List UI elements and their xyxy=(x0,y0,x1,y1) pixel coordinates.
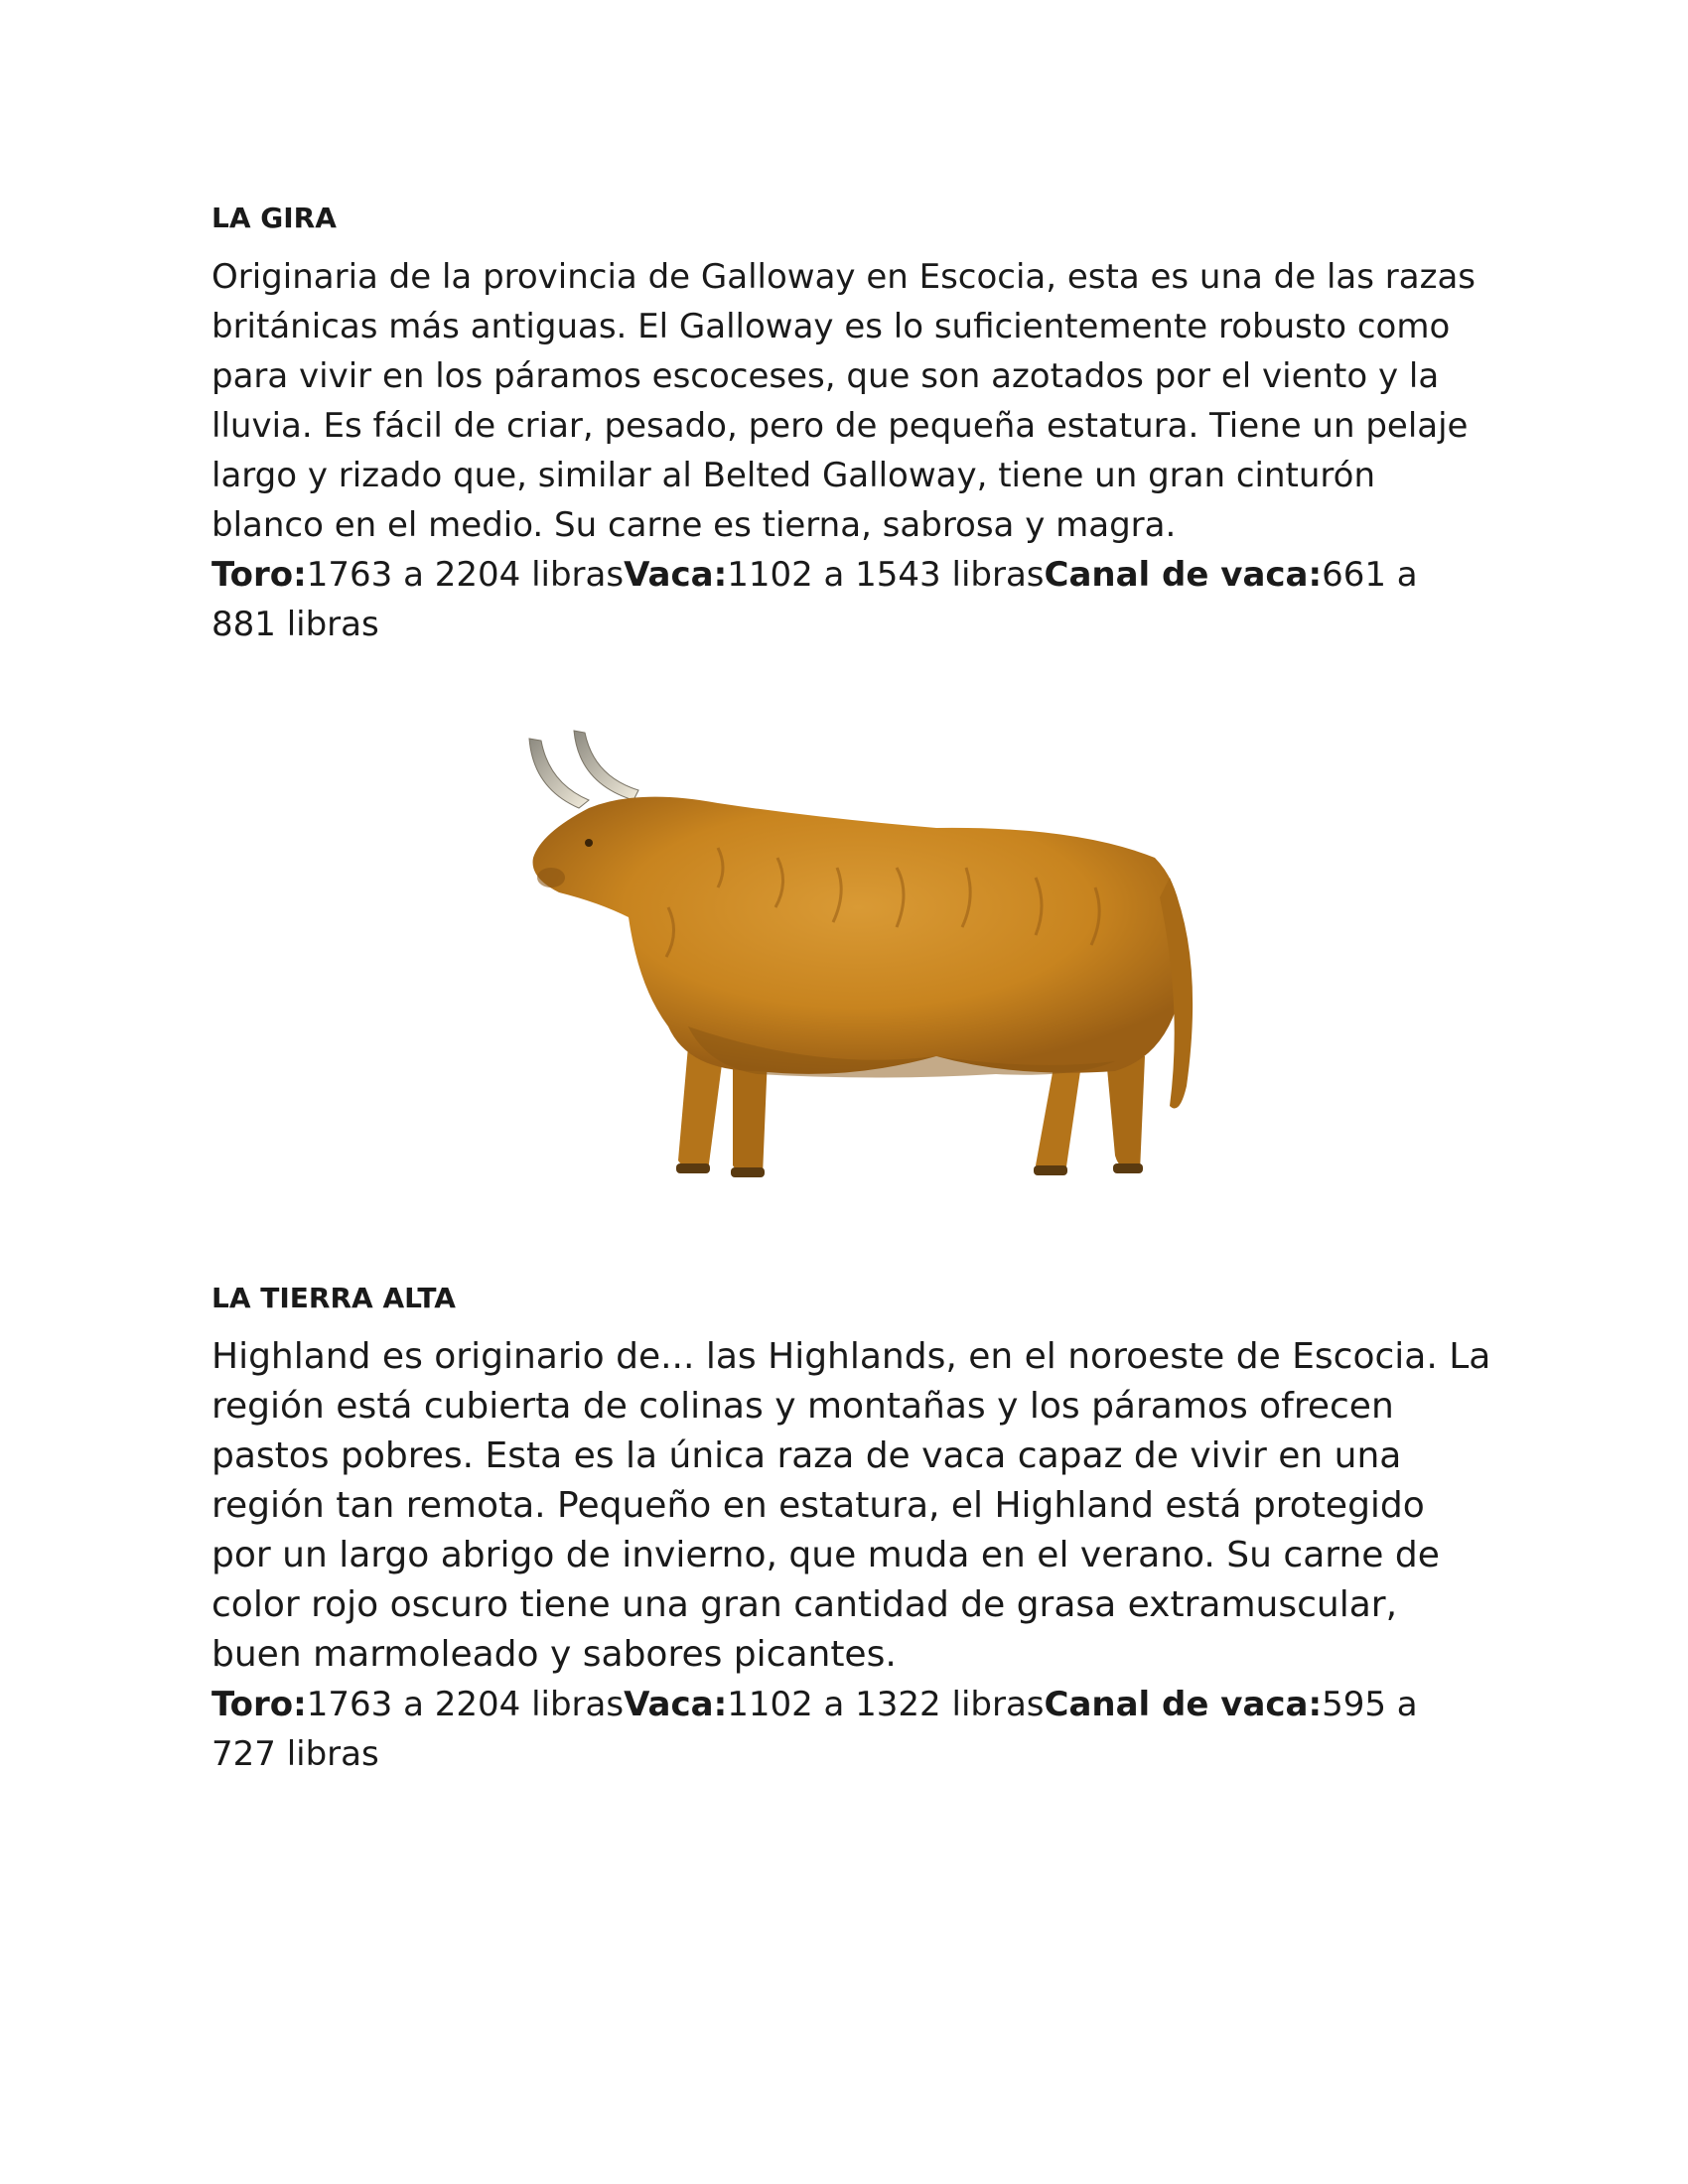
section-highland xyxy=(211,1275,1492,1779)
bull-label: Toro: xyxy=(211,1685,307,1724)
highland-bull-illustration-icon xyxy=(519,729,1214,1195)
carcass-label: Canal de vaca: xyxy=(1044,555,1323,595)
document-page xyxy=(211,195,1492,1779)
bull-label: Toro: xyxy=(211,555,307,595)
bull-value: 1763 a 2204 libras xyxy=(306,1685,625,1724)
cow-value: 1102 a 1322 libras xyxy=(727,1685,1045,1724)
section-paragraph: Originaria de la provincia de Galloway en Escocia, esta es una de las razas británicas más antiguas. El Galloway es lo suficientemente robusto como para vivir en los páramos escoceses, que son azotados por el viento y la lluvia. Es fácil de criar, pesado, pero de pequeña estatura. Tiene un pelaje largo y rizado que, similar al Belted Galloway, tiene un gran cinturón blanco en el medio. Su carne es tierna, sabrosa y magra. xyxy=(211,257,1476,545)
section-galloway xyxy=(211,195,1492,649)
section-heading: LA GIRA xyxy=(211,202,337,234)
section-heading: LA TIERRA ALTA xyxy=(211,1282,456,1314)
cow-label: Vaca: xyxy=(624,1685,728,1724)
carcass-value: 661 a 881 libras xyxy=(211,555,1418,644)
weight-stats xyxy=(211,1680,1492,1779)
carcass-label: Canal de vaca: xyxy=(1044,1685,1323,1724)
section-paragraph: Highland es originario de... las Highlands, en el noroeste de Escocia. La región está cubierta de colinas y montañas y los páramos ofrecen pastos pobres. Esta es la única raza de vaca capaz de vivir en una región tan remota. Pequeño en estatura, el Highland está protegido por un largo abrigo de invierno, que muda en el verano. Su carne de color rojo oscuro tiene una gran cantidad de grasa extramuscular, buen marmoleado y sabores picantes. xyxy=(211,1336,1491,1675)
highland-bull-image xyxy=(519,729,1214,1195)
carcass-value: 595 a 727 libras xyxy=(211,1685,1418,1774)
weight-stats xyxy=(211,550,1492,649)
cow-value: 1102 a 1543 libras xyxy=(727,555,1045,595)
cow-label: Vaca: xyxy=(624,555,728,595)
bull-value: 1763 a 2204 libras xyxy=(306,555,625,595)
